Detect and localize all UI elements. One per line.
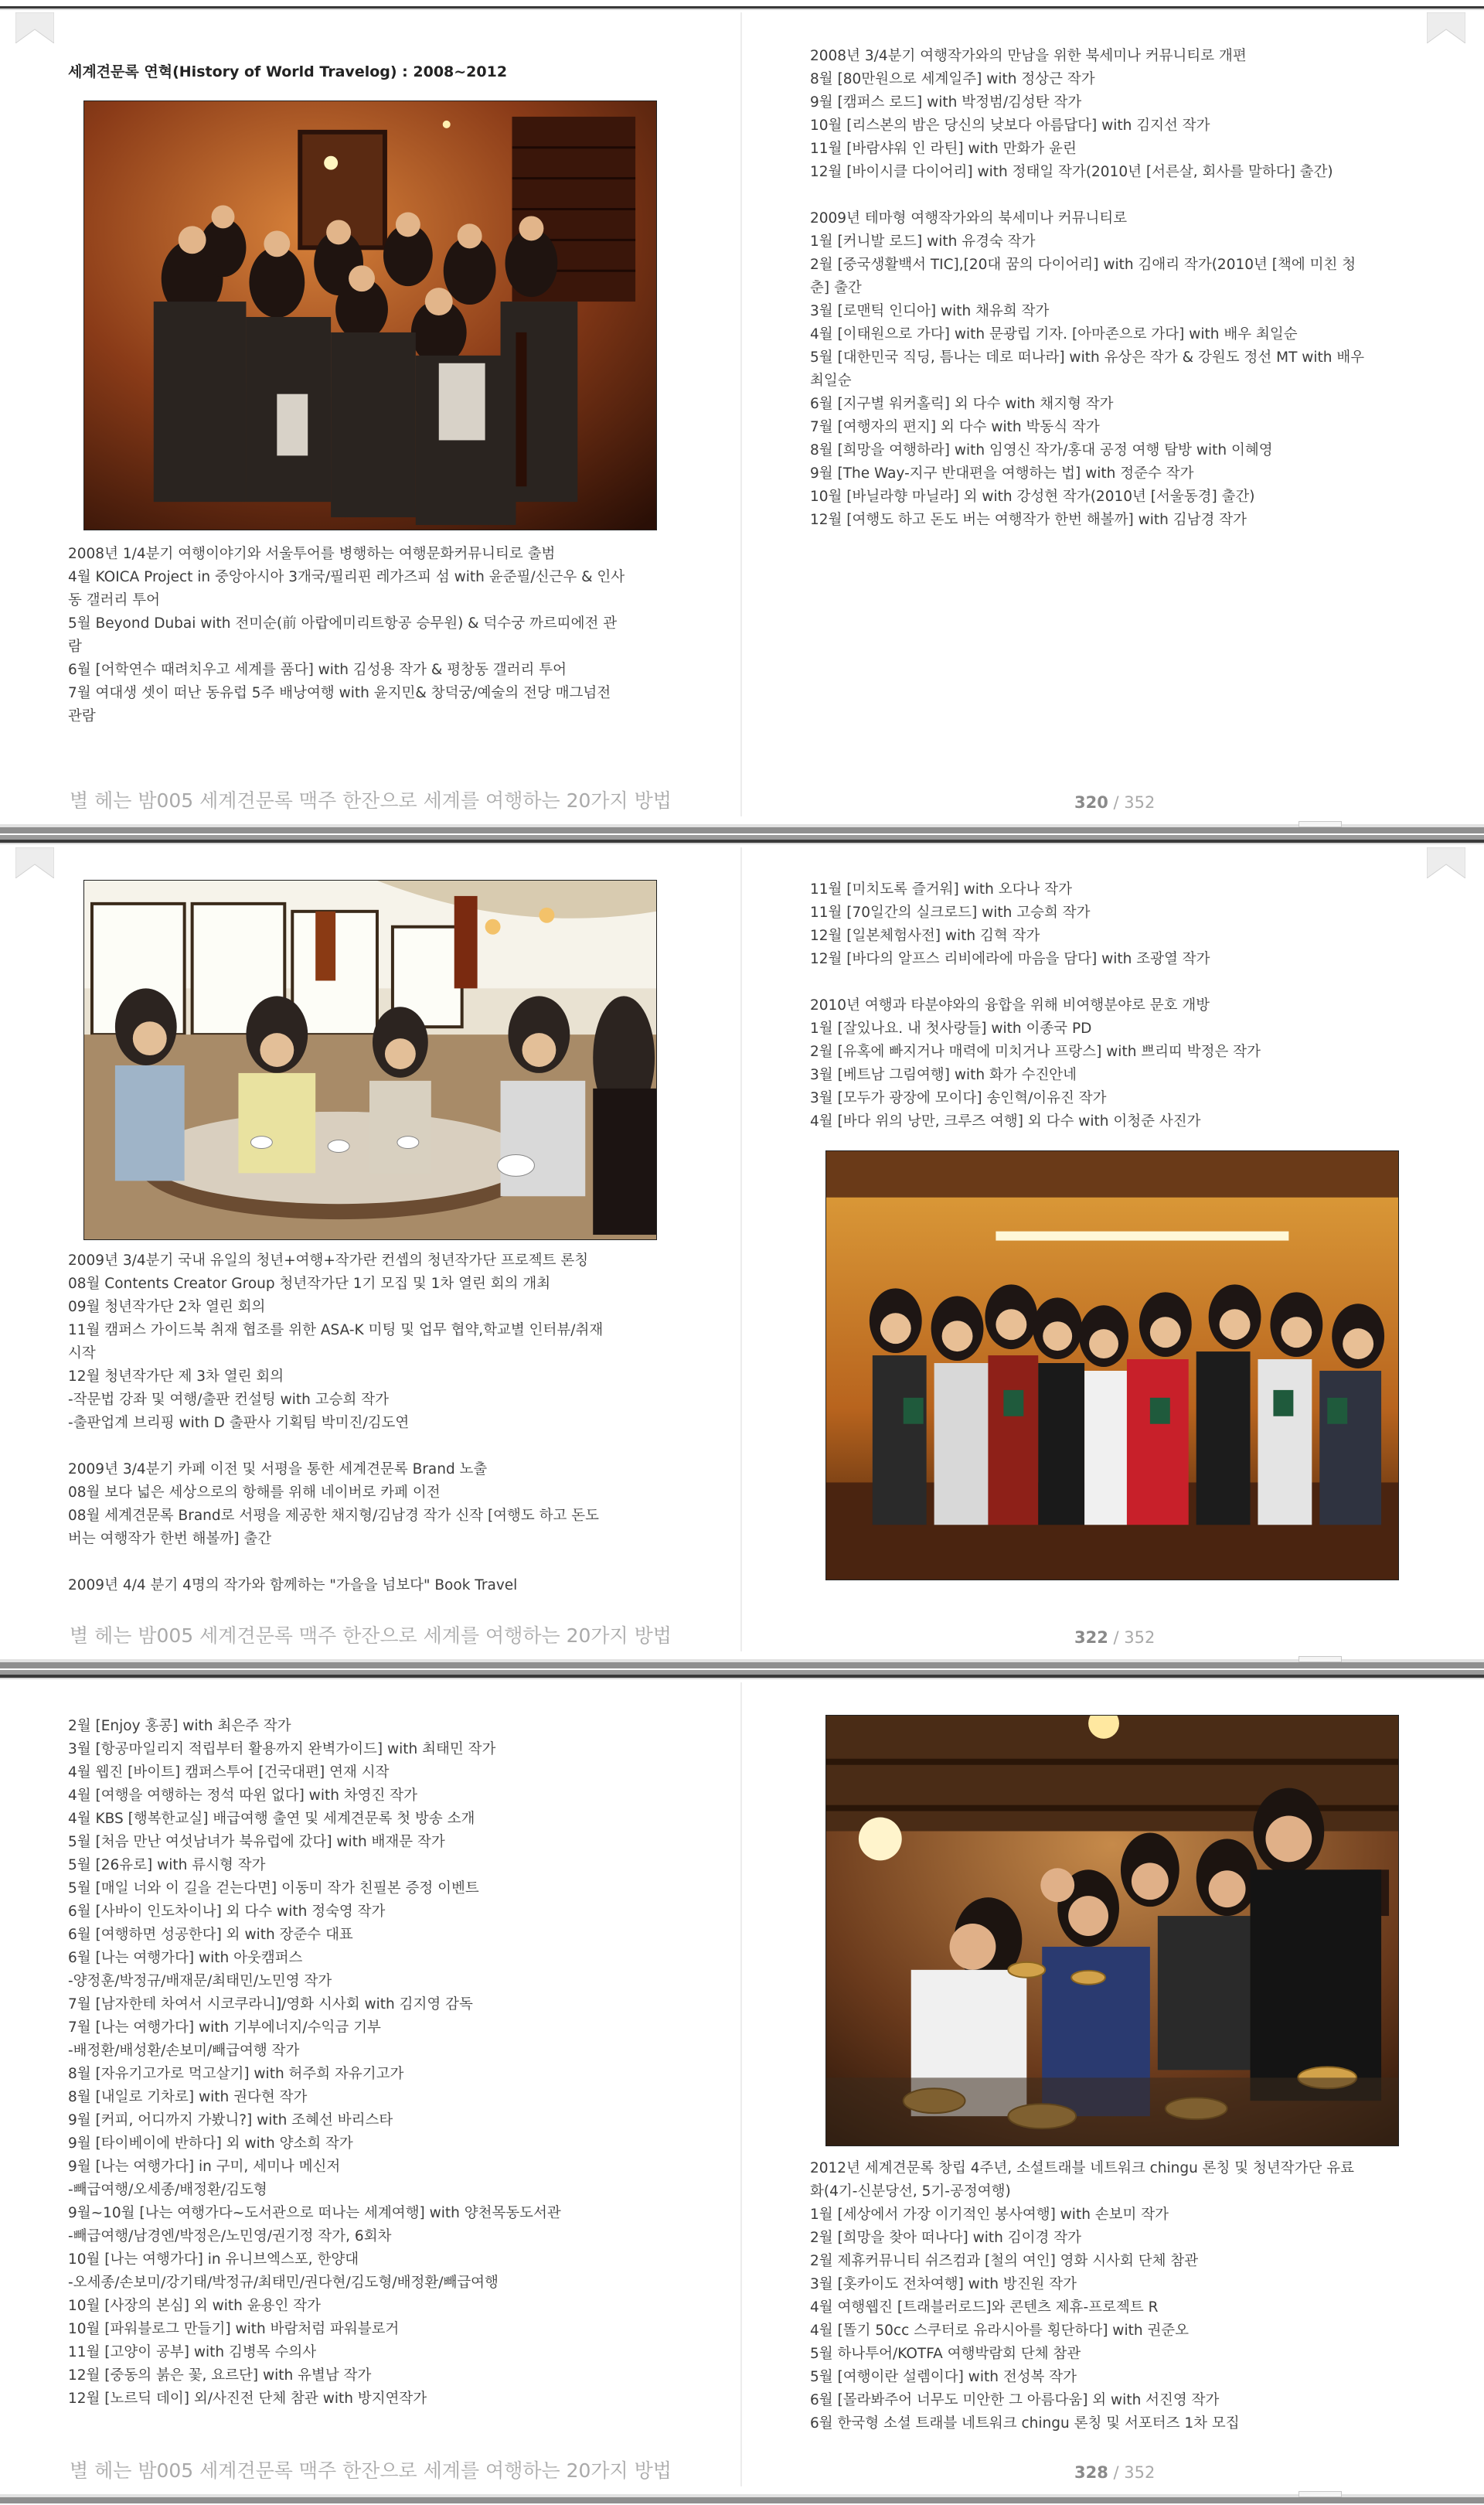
history-text-left (68, 1249, 686, 1597)
text-line: 6월 [어학연수 때려치우고 세계를 품다] with 김성용 작가 & 평창동 갤러리 투어 (68, 662, 567, 678)
text-line: 8월 [자유기고가로 먹고살기] with 허주희 자유기고가 (68, 2066, 404, 2082)
total-pages: 352 (1124, 2463, 1156, 2482)
text-line: 7월 [나는 여행가다] with 기부에너지/수익금 기부 (68, 2019, 381, 2036)
text-line: 6월 한국형 소셜 트래블 네트워크 chingu 론칭 및 서포터즈 1차 모집 (810, 2415, 1240, 2432)
bottom-scrollbar[interactable] (0, 2490, 1484, 2505)
current-page: 328 (1074, 2463, 1108, 2482)
text-line: 10월 [나는 여행가다] in 유니브엑스포, 한양대 (68, 2251, 359, 2268)
text-line: -작문법 강좌 및 여행/출판 컨설팅 with 고승희 작가 (68, 1392, 390, 1408)
text-line: 9월~10월 [나는 여행가다~도서관으로 떠나는 세계여행] with 양천목동도서관 (68, 2205, 561, 2221)
text-line: 11월 [바람샤워 인 라틴] with 만화가 윤린 (810, 141, 1077, 157)
text-line: -빼급여행/남경엔/박정은/노민영/권기정 작가, 6회차 (68, 2228, 392, 2244)
text-line: 9월 [캠퍼스 로드] with 박정범/김성탄 작가 (810, 94, 1082, 111)
text-line: 12월 [여행도 하고 돈도 버는 여행작가 한번 해볼까] with 김남경 작가 (810, 512, 1247, 528)
page-number: 322 / 352 (1074, 1628, 1156, 1647)
text-line: 12월 [일본체험사전] with 김혁 작가 (810, 928, 1040, 944)
total-pages: 352 (1124, 1628, 1156, 1647)
bottom-scrollbar[interactable] (0, 1655, 1484, 1670)
text-line: 4월 웹진 [바이트] 캠퍼스투어 [건국대편] 연재 시작 (68, 1764, 390, 1781)
text-line: 5월 [26유로] with 류시형 작가 (68, 1857, 266, 1873)
text-line: 2010년 여행과 타분야와의 융합을 위해 비여행분야로 문호 개방 (810, 997, 1210, 1014)
text-line: 7월 [여행자의 편지] 외 다수 with 박동식 작가 (810, 419, 1100, 435)
text-line: -양정훈/박정규/배재문/최태민/노민영 작가 (68, 1973, 332, 1989)
page-heading: 세계견문록 연혁(History of World Travelog) : 2008~2012 (68, 63, 508, 80)
text-line: 2009년 테마형 여행작가와의 북세미나 커뮤니티로 (810, 210, 1128, 227)
text-line: 11월 [고양이 공부] with 김병목 수의사 (68, 2344, 317, 2360)
bookmark-icon[interactable] (1427, 847, 1465, 878)
text-line: 동 갤러리 투어 (68, 592, 160, 608)
bookmark-icon[interactable] (1427, 12, 1465, 43)
scroll-thumb[interactable] (1298, 2491, 1342, 2497)
text-line: 최일순 (810, 373, 852, 389)
text-line: 11월 캠퍼스 가이드북 취재 협조를 위한 ASA-K 미팅 및 업무 협약,학교별 인터뷰/취재 (68, 1322, 604, 1338)
text-line: 5월 [매일 너와 이 길을 걷는다면] 이동미 작가 친필본 증정 이벤트 (68, 1880, 479, 1897)
book-title-footer: 별 헤는 밤005 세계견문록 맥주 한잔으로 세계를 여행하는 20가지 방법 (70, 789, 672, 812)
history-text-right (810, 45, 1428, 532)
text-line: 12월 청년작가단 제 3차 열린 회의 (68, 1368, 284, 1385)
total-pages: 352 (1124, 793, 1156, 812)
scroll-thumb[interactable] (1298, 821, 1342, 827)
group-photo (83, 101, 657, 530)
text-line: -빼급여행/오세종/배정환/김도형 (68, 2182, 267, 2198)
group-photo-books (825, 1150, 1399, 1580)
top-divider (0, 1670, 1484, 1681)
text-line: 12월 [바이시클 다이어리] with 정태일 작가(2010년 [서른살, 회사를 말하다] 출간) (810, 164, 1333, 180)
text-line: -배정환/배성환/손보미/빼급여행 작가 (68, 2043, 300, 2059)
current-page: 322 (1074, 1628, 1108, 1647)
text-line: 9월 [타이베이에 반하다] 외 with 양소희 작가 (68, 2135, 353, 2152)
text-line: 1월 [세상에서 가장 이기적인 봉사여행] with 손보미 작가 (810, 2207, 1169, 2223)
history-text-right (810, 2157, 1444, 2435)
text-line: 7월 [남자한테 차여서 시코쿠라니]/영화 시사회 with 김지영 감독 (68, 1996, 473, 2013)
text-line: 11월 [70일간의 실크로드] with 고승희 작가 (810, 905, 1091, 921)
text-line: 08월 Contents Creator Group 청년작가단 1기 모집 및 1차 열린 회의 개최 (68, 1276, 551, 1292)
text-line: -출판업계 브리핑 with D 출판사 기획팀 박미진/김도연 (68, 1415, 410, 1431)
text-line: 5월 Beyond Dubai with 전미순(前 아랍에미리트항공 승무원) & 덕수궁 까르띠에전 관 (68, 615, 618, 632)
page-number: 320 / 352 (1074, 793, 1156, 812)
text-line: 9월 [나는 여행가다] in 구미, 세미나 메신저 (68, 2159, 341, 2175)
text-line: 12월 [노르딕 데이] 외/사진전 단체 참관 with 방지연작가 (68, 2391, 427, 2407)
text-line: 2월 제휴커뮤니티 쉬즈컴과 [철의 여인] 영화 시사회 단체 참관 (810, 2253, 1199, 2269)
text-line: 3월 [모두가 광장에 모이다] 송인혁/이유진 작가 (810, 1090, 1107, 1106)
text-line: 2009년 4/4 분기 4명의 작가와 함께하는 "가을을 넘보다" Book Travel (68, 1577, 518, 1593)
cafe-meeting-photo (83, 880, 657, 1240)
text-line: 10월 [파워블로그 만들기] with 바람처럼 파워블로거 (68, 2321, 400, 2337)
text-line: 화(4기-신분당선, 5기-공정여행) (810, 2183, 1011, 2200)
text-line: 버는 여행작가 한번 해볼까] 출간 (68, 1531, 272, 1547)
text-line: 09월 청년작가단 2차 열린 회의 (68, 1299, 266, 1315)
top-divider (0, 0, 1484, 11)
text-line: 08월 세계견문록 Brand로 서평을 제공한 채지형/김남경 작가 신작 [여행도 하고 돈도 (68, 1508, 600, 1524)
text-line: 춘] 출간 (810, 280, 862, 296)
text-line: 2008년 3/4분기 여행작가와의 만남을 위한 북세미나 커뮤니티로 개편 (810, 48, 1247, 64)
text-line: 3월 [베트남 그림여행] with 화가 수진안네 (810, 1067, 1077, 1083)
page-spread-322 (0, 835, 1484, 1670)
text-line: 4월 [여행을 여행하는 정석 따윈 없다] with 차영진 작가 (68, 1788, 418, 1804)
text-line: 2월 [중국생활백서 TIC],[20대 꿈의 다이어리] with 김애리 작가(2010년 [책에 미친 청 (810, 257, 1356, 273)
text-line: 4월 [이태원으로 가다] with 문광립 기자. [아마존으로 가다] with 배우 최일순 (810, 326, 1298, 343)
celebration-photo (825, 1715, 1399, 2146)
text-line: 2009년 3/4분기 카페 이전 및 서평을 통한 세계견문록 Brand 노출 (68, 1461, 488, 1477)
text-line: 2월 [Enjoy 홍콩] with 최은주 작가 (68, 1718, 291, 1734)
book-gutter (740, 1682, 742, 2486)
text-line: 2008년 1/4분기 여행이야기와 서울투어를 병행하는 여행문화커뮤니티로 출범 (68, 546, 556, 562)
text-line: 4월 KOICA Project in 중앙아시아 3개국/필리핀 레가즈피 섬 with 윤준필/신근우 & 인사 (68, 569, 625, 585)
text-line: 10월 [사장의 본심] 외 with 윤용인 작가 (68, 2298, 321, 2314)
bookmark-icon[interactable] (15, 12, 54, 43)
text-line: 10월 [리스본의 밤은 당신의 낮보다 아름답다] with 김지선 작가 (810, 118, 1210, 134)
text-line: 2월 [유혹에 빠지거나 매력에 미치거나 프랑스] with 쁘리띠 박정은 작가 (810, 1044, 1261, 1060)
text-line: 8월 [내일로 기차로] with 권다현 작가 (68, 2089, 308, 2105)
text-line: 6월 [몰라봐주어 너무도 미안한 그 아름다움] 외 with 서진영 작가 (810, 2392, 1220, 2408)
text-line: 4월 [똘기 50cc 스쿠터로 유라시아를 횡단하다] with 권준오 (810, 2323, 1190, 2339)
text-line: 12월 [바다의 알프스 리비에라에 마음을 담다] with 조광열 작가 (810, 951, 1210, 967)
bookmark-icon[interactable] (15, 847, 54, 878)
text-line: 9월 [커피, 어디까지 가봤니?] with 조혜선 바리스타 (68, 2112, 393, 2128)
text-line: 7월 여대생 셋이 떠난 동유럽 5주 배낭여행 with 윤지민& 창덕궁/예술의 전당 매그넘전 (68, 685, 611, 701)
text-line: 3월 [항공마일리지 적립부터 활용까지 완벽가이드] with 최태민 작가 (68, 1741, 496, 1757)
text-line: 5월 [처음 만난 여섯남녀가 북유럽에 갔다] with 배재문 작가 (68, 1834, 445, 1850)
text-line: 6월 [나는 여행가다] with 아웃캠퍼스 (68, 1950, 303, 1966)
text-line: 4월 여행웹진 [트래블러로드]와 콘텐츠 제휴-프로젝트 R (810, 2299, 1159, 2316)
book-title-footer: 별 헤는 밤005 세계견문록 맥주 한잔으로 세계를 여행하는 20가지 방법 (70, 1624, 672, 1647)
bottom-scrollbar[interactable] (0, 820, 1484, 835)
paragraph-gap (810, 184, 1428, 207)
text-line: 2009년 3/4분기 국내 유일의 청년+여행+작가란 컨셉의 청년작가단 프로젝트 론칭 (68, 1252, 589, 1269)
text-line: 시작 (68, 1345, 96, 1362)
text-line: 2월 [희망을 찾아 떠나다] with 김이경 작가 (810, 2230, 1081, 2246)
history-text-left (68, 1715, 702, 2411)
book-title-footer: 별 헤는 밤005 세계견문록 맥주 한잔으로 세계를 여행하는 20가지 방법 (70, 2459, 672, 2482)
text-line: 3월 [로맨틱 인디아] with 채유희 작가 (810, 303, 1050, 319)
text-line: 4월 KBS [행복한교실] 배급여행 출연 및 세계견문록 첫 방송 소개 (68, 1811, 475, 1827)
text-line: 4월 [바다 위의 낭만, 크루즈 여행] 외 다수 with 이청준 사진가 (810, 1113, 1201, 1130)
history-text-right (810, 878, 1428, 1133)
text-line: 1월 [잘있나요. 내 첫사랑들] with 이종국 PD (810, 1021, 1092, 1037)
text-line: 5월 하나투어/KOTFA 여행박람회 단체 참관 (810, 2346, 1081, 2362)
paragraph-gap (68, 1551, 686, 1574)
text-line: 9월 [The Way-지구 반대편을 여행하는 법] with 정준수 작가 (810, 465, 1194, 482)
text-line: 08월 보다 넓은 세상으로의 항해를 위해 네이버로 카페 이전 (68, 1484, 441, 1501)
text-line: 8월 [희망을 여행하라] with 임영신 작가/홍대 공정 여행 탐방 with 이혜영 (810, 442, 1273, 458)
scroll-thumb[interactable] (1298, 1656, 1342, 1662)
paragraph-gap (810, 971, 1428, 994)
text-line: 6월 [사바이 인도차이나] 외 다수 with 정숙영 작가 (68, 1903, 386, 1920)
history-text-left (68, 543, 686, 728)
text-line: 8월 [80만원으로 세계일주] with 정상근 작가 (810, 71, 1095, 87)
text-line: 5월 [대한민국 직딩, 틈나는 데로 떠나라] with 유상은 작가 & 강원도 정선 MT with 배우 (810, 349, 1365, 366)
text-line: -오세종/손보미/강기태/박정규/최태민/권다현/김도형/배정환/빼급여행 (68, 2275, 499, 2291)
text-line: 3월 [홋카이도 전차여행] with 방진원 작가 (810, 2276, 1077, 2292)
text-line: 10월 [바닐라향 마닐라] 외 with 강성현 작가(2010년 [서울동경] 출간) (810, 489, 1255, 505)
page-spread-328 (0, 1670, 1484, 2505)
text-line: 6월 [여행하면 성공한다] 외 with 장준수 대표 (68, 1927, 353, 1943)
text-line: 1월 [커니발 로드] with 유경숙 작가 (810, 233, 1036, 250)
text-line: 5월 [여행이란 설렘이다] with 전성복 작가 (810, 2369, 1077, 2385)
text-line: 2012년 세계견문록 창립 4주년, 소셜트래블 네트워크 chingu 론칭 및 청년작가단 유료 (810, 2160, 1355, 2176)
text-line: 6월 [지구별 워커홀릭] 외 다수 with 채지형 작가 (810, 396, 1114, 412)
paragraph-gap (68, 1435, 686, 1458)
top-divider (0, 835, 1484, 846)
page-number: 328 / 352 (1074, 2463, 1156, 2482)
text-line: 관람 (68, 708, 96, 724)
book-gutter (740, 12, 742, 816)
page-spread-320 (0, 0, 1484, 835)
text-line: 람 (68, 639, 82, 655)
book-gutter (740, 847, 742, 1651)
text-line: 12월 [중동의 붉은 꽃, 요르단] with 유별남 작가 (68, 2367, 372, 2384)
current-page: 320 (1074, 793, 1108, 812)
text-line: 11월 [미치도록 즐거워] with 오다나 작가 (810, 881, 1072, 898)
